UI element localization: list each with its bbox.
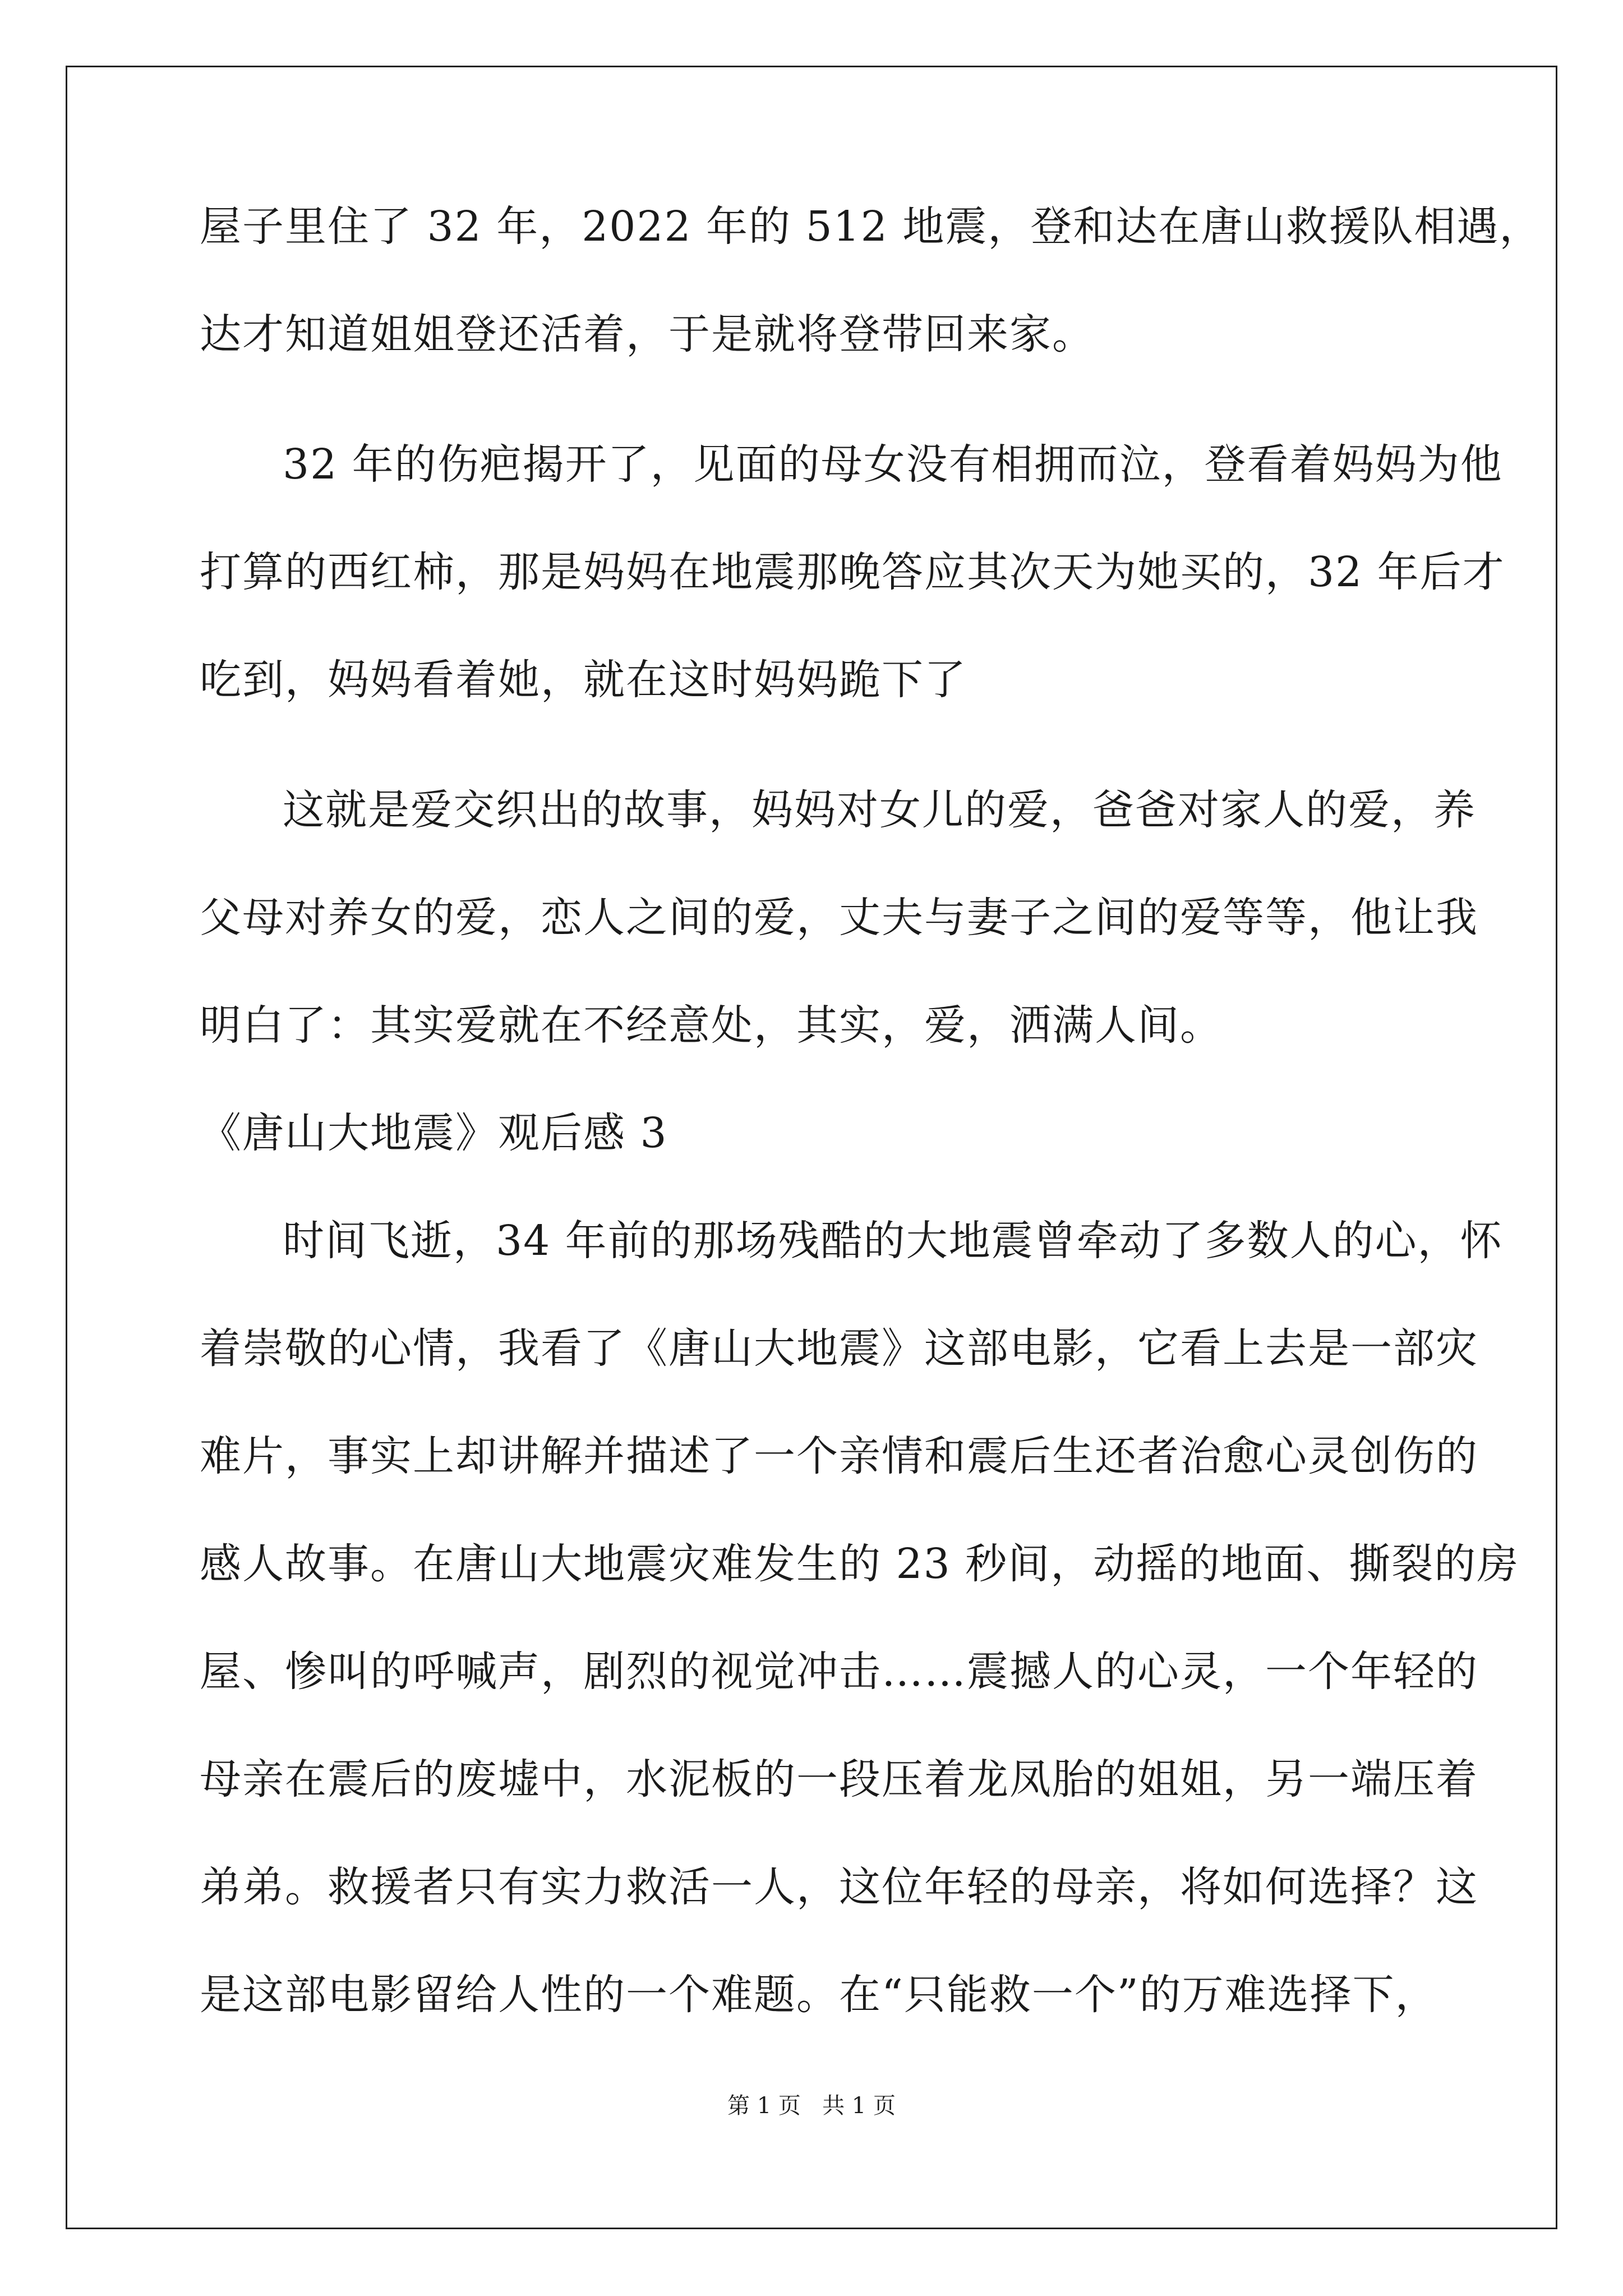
page-footer: 第 1 页 共 1 页 bbox=[727, 2093, 896, 2119]
text-line: 难片，事实上却讲解并描述了一个亲情和震后生还者治愈心灵创伤的 bbox=[200, 1432, 1478, 1480]
section-heading: 《唐山大地震》观后感 3 bbox=[200, 1109, 668, 1157]
text-line: 是这部电影留给人性的一个难题。在“只能救一个”的万难选择下， bbox=[200, 1971, 1438, 2019]
text-line: 屋、惨叫的呼喊声，剧烈的视觉冲击……震撼人的心灵，一个年轻的 bbox=[200, 1648, 1478, 1696]
text-line: 达才知道姐姐登还活着，于是就将登带回来家。 bbox=[200, 310, 1095, 358]
text-line: 屋子里住了 32 年，2022 年的 512 地震，登和达在唐山救援队相遇， bbox=[200, 203, 1542, 251]
text-line: 吃到，妈妈看着她，就在这时妈妈跪下了 bbox=[200, 656, 967, 704]
text-line: 母亲在震后的废墟中，水泥板的一段压着龙凤胎的姐姐，另一端压着 bbox=[200, 1755, 1478, 1803]
text-line: 打算的西红柿，那是妈妈在地震那晚答应其次天为她买的，32 年后才 bbox=[200, 548, 1505, 596]
text-line: 父母对养女的爱，恋人之间的爱，丈夫与妻子之间的爱等等，他让我 bbox=[200, 894, 1478, 942]
text-line: 弟弟。救援者只有实力救活一人，这位年轻的母亲，将如何选择？这 bbox=[200, 1863, 1478, 1911]
text-line: 着崇敬的心情，我看了《唐山大地震》这部电影，它看上去是一部灾 bbox=[200, 1324, 1478, 1373]
text-line: 感人故事。在唐山大地震灾难发生的 23 秒间，动摇的地面、撕裂的房 bbox=[200, 1540, 1520, 1588]
paragraph-first-line: 时间飞逝，34 年前的那场残酷的大地震曾牵动了多数人的心，怀 bbox=[283, 1217, 1503, 1265]
text-line: 明白了：其实爱就在不经意处，其实，爱，洒满人间。 bbox=[200, 1001, 1223, 1050]
paragraph-first-line: 这就是爱交织出的故事，妈妈对女儿的爱，爸爸对家人的爱，养 bbox=[283, 786, 1476, 834]
paragraph-first-line: 32 年的伤疤揭开了，见面的母女没有相拥而泣，登看着妈妈为他 bbox=[283, 440, 1503, 489]
